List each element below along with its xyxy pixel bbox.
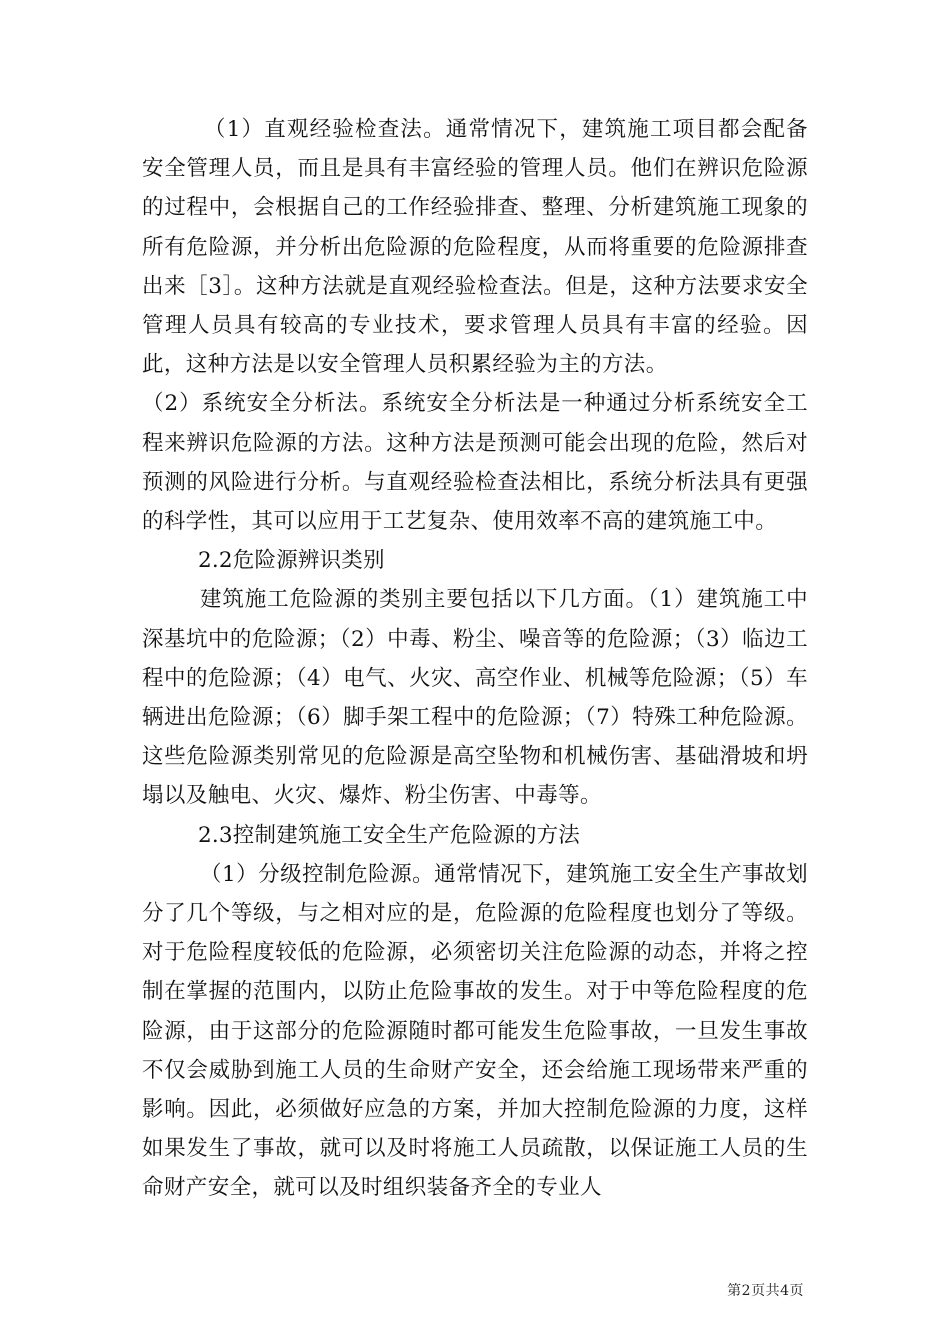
paragraph-hazard-categories: 建筑施工危险源的类别主要包括以下几方面。（1）建筑施工中深基坑中的危险源；（2）中毒、粉尘、噪音等的危险源；（3）临边工程中的危险源；（4）电气、火灾、高空作业、机械等危险源；（5）车辆进出危险源；（6）脚手架工程中的危险源；（7）特殊工种危险源。这些危险源类别常见的危险源是高空坠物和机械伤害、基础滑坡和坍塌以及触电、火灾、爆炸、粉尘伤害、中毒等。 — [142, 587, 808, 809]
paragraph-system-analysis: （2）系统安全分析法。系统安全分析法是一种通过分析系统安全工程来辨识危险源的方法。这种方法是预测可能会出现的危险，然后对预测的风险进行分析。与直观经验检查法相比，系统分析法具有更强的科学性，其可以应用于工艺复杂、使用效率不高的建筑施工中。 — [142, 391, 808, 535]
paragraph-graded-control: （1）分级控制危险源。通常情况下，建筑施工安全生产事故划分了几个等级，与之相对应的是，危险源的危险程度也划分了等级。对于危险程度较低的危险源，必须密切关注危险源的动态，并将之控制在掌握的范围内，以防止危险事故的发生。对于中等危险程度的危险源，由于这部分的危险源随时都可能发生危险事故，一旦发生事故不仅会威胁到施工人员的生命财产安全，还会给施工现场带来严重的影响。因此，必须做好应急的方案，并加大控制危险源的力度，这样如果发生了事故，就可以及时将施工人员疏散，以保证施工人员的生命财产安全，就可以及时组织装备齐全的专业人 — [142, 861, 808, 1201]
section-heading-2-2: 2.2危险源辨识类别 — [198, 548, 385, 574]
document-body — [142, 110, 808, 1208]
page-number-footer: 第2页共4页 — [727, 1283, 804, 1299]
paragraph-intuitive-method: （1）直观经验检查法。通常情况下，建筑施工项目都会配备安全管理人员，而且是具有丰富经验的管理人员。他们在辨识危险源的过程中，会根据自己的工作经验排查、整理、分析建筑施工现象的所有危险源，并分析出危险源的危险程度，从而将重要的危险源排查出来［3］。这种方法就是直观经验检查法。但是，这种方法要求安全管理人员具有较高的专业技术，要求管理人员具有丰富的经验。因此，这种方法是以安全管理人员积累经验为主的方法。 — [142, 117, 808, 378]
section-heading-2-3: 2.3控制建筑施工安全生产危险源的方法 — [198, 822, 580, 848]
